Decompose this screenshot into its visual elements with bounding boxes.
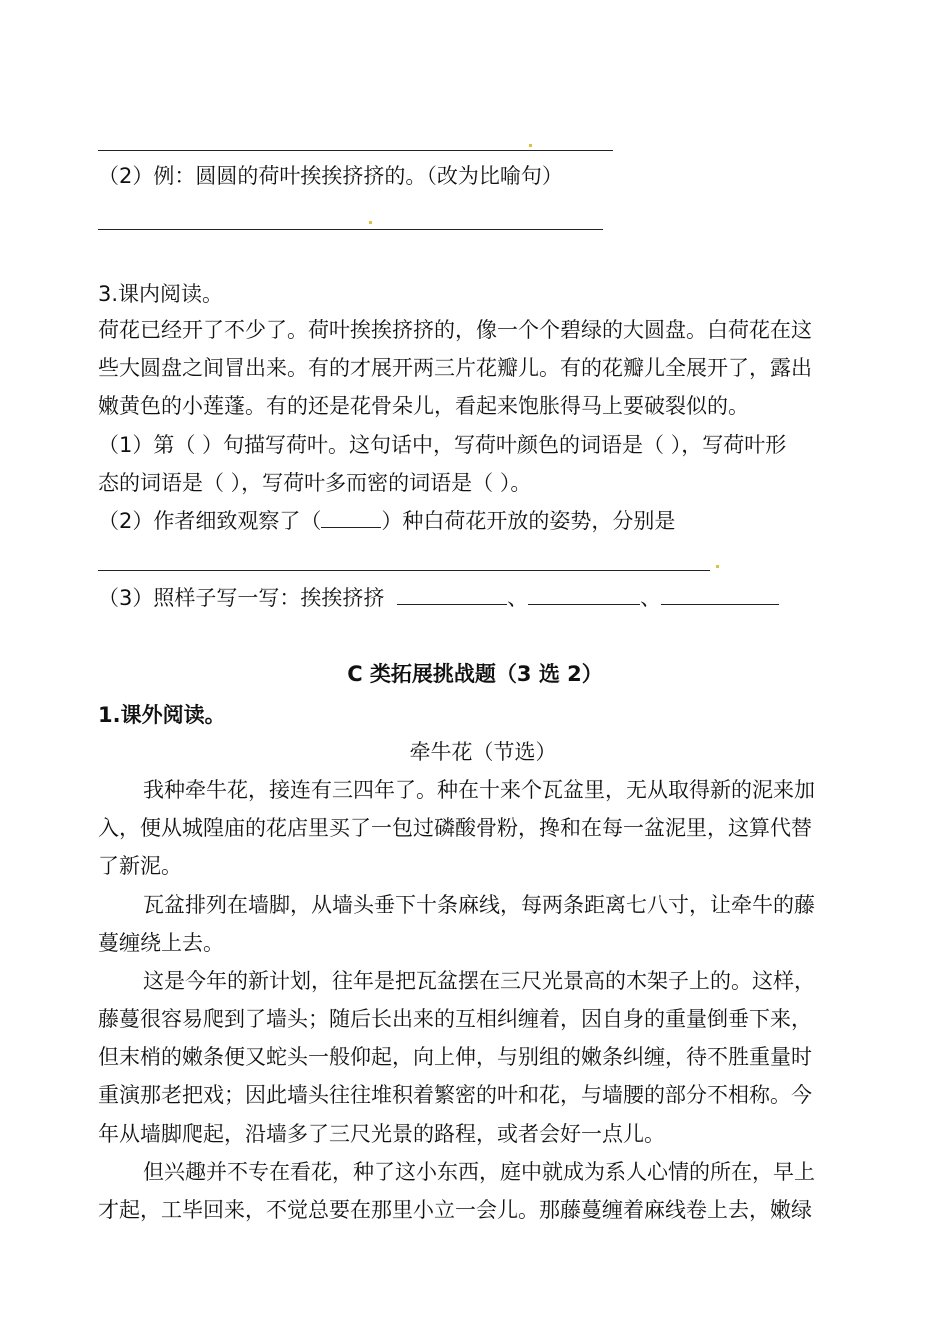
passage-line: 嫩黄色的小莲蓬。有的还是花骨朵儿，看起来饱胀得马上要破裂似的。 (98, 394, 749, 418)
answer-blank[interactable] (528, 586, 640, 605)
passage-line: 些大圆盘之间冒出来。有的才展开两三片花瓣儿。有的花瓣儿全展开了，露出 (98, 356, 812, 380)
question-1-line: 态的词语是（ ），写荷叶多而密的词语是（ ）。 (98, 471, 532, 495)
question-2-suffix: ）种白荷花开放的姿势，分别是 (381, 509, 676, 533)
question-3 (98, 583, 779, 613)
section-c-heading: C 类拓展挑战题（3 选 2） (347, 662, 603, 686)
article-paragraph-line: 瓦盆排列在墙脚，从墙头垂下十条麻线，每两条距离七八寸，让牵牛的藤 (143, 893, 815, 917)
answer-line[interactable] (98, 229, 603, 230)
question-1-line: （1）第（ ）句描写荷叶。这句话中，写荷叶颜色的词语是（ ），写荷叶形 (98, 433, 787, 457)
passage-line: 荷花已经开了不少了。荷叶挨挨挤挤的，像一个个碧绿的大圆盘。白荷花在这 (98, 318, 812, 342)
article-paragraph-line: 我种牵牛花，接连有三四年了。种在十来个瓦盆里，无从取得新的泥来加 (143, 778, 815, 802)
answer-line[interactable] (98, 570, 710, 571)
article-paragraph-line: 这是今年的新计划，往年是把瓦盆摆在三尺光景高的木架子上的。这样， (143, 969, 815, 993)
article-paragraph-line: 蔓缠绕上去。 (98, 931, 224, 955)
question-3-prefix: （3）照样子写一写：挨挨挤挤 (98, 586, 385, 610)
decorative-dot (369, 221, 372, 224)
decorative-dot (716, 565, 719, 568)
section-c-question-1-title: 1.课外阅读。 (98, 703, 226, 727)
question-2-prefix: （2）作者细致观察了（ (98, 509, 322, 533)
section-3-title: 3.课内阅读。 (98, 282, 224, 306)
separator: 、 (640, 586, 662, 610)
answer-blank[interactable] (321, 509, 381, 528)
article-paragraph-line: 年从墙脚爬起，沿墙多了三尺光景的路程，或者会好一点儿。 (98, 1122, 665, 1146)
article-paragraph-line: 但末梢的嫩条便又蛇头一般仰起，向上伸，与别组的嫩条纠缠，待不胜重量时 (98, 1045, 812, 1069)
question-2-example: （2）例：圆圆的荷叶挨挨挤挤的。（改为比喻句） (98, 164, 563, 188)
article-paragraph-line: 入，便从城隍庙的花店里买了一包过磷酸骨粉，搀和在每一盆泥里，这算代替 (98, 816, 812, 840)
answer-line[interactable] (98, 150, 613, 151)
article-paragraph-line: 了新泥。 (98, 854, 182, 878)
question-2 (98, 506, 675, 536)
article-paragraph-line: 藤蔓很容易爬到了墙头；随后长出来的互相纠缠着，因自身的重量倒垂下来， (98, 1007, 812, 1031)
article-paragraph-line: 才起，工毕回来，不觉总要在那里小立一会儿。那藤蔓缠着麻线卷上去，嫩绿 (98, 1198, 812, 1222)
answer-blank[interactable] (397, 586, 507, 605)
separator: 、 (507, 586, 529, 610)
article-title: 牵牛花（节选） (409, 740, 557, 764)
article-paragraph-line: 重演那老把戏；因此墙头往往堆积着繁密的叶和花，与墙腰的部分不相称。今 (98, 1083, 812, 1107)
article-paragraph-line: 但兴趣并不专在看花，种了这小东西，庭中就成为系人心情的所在，早上 (143, 1160, 815, 1184)
answer-blank[interactable] (661, 586, 779, 605)
decorative-dot (529, 144, 532, 147)
